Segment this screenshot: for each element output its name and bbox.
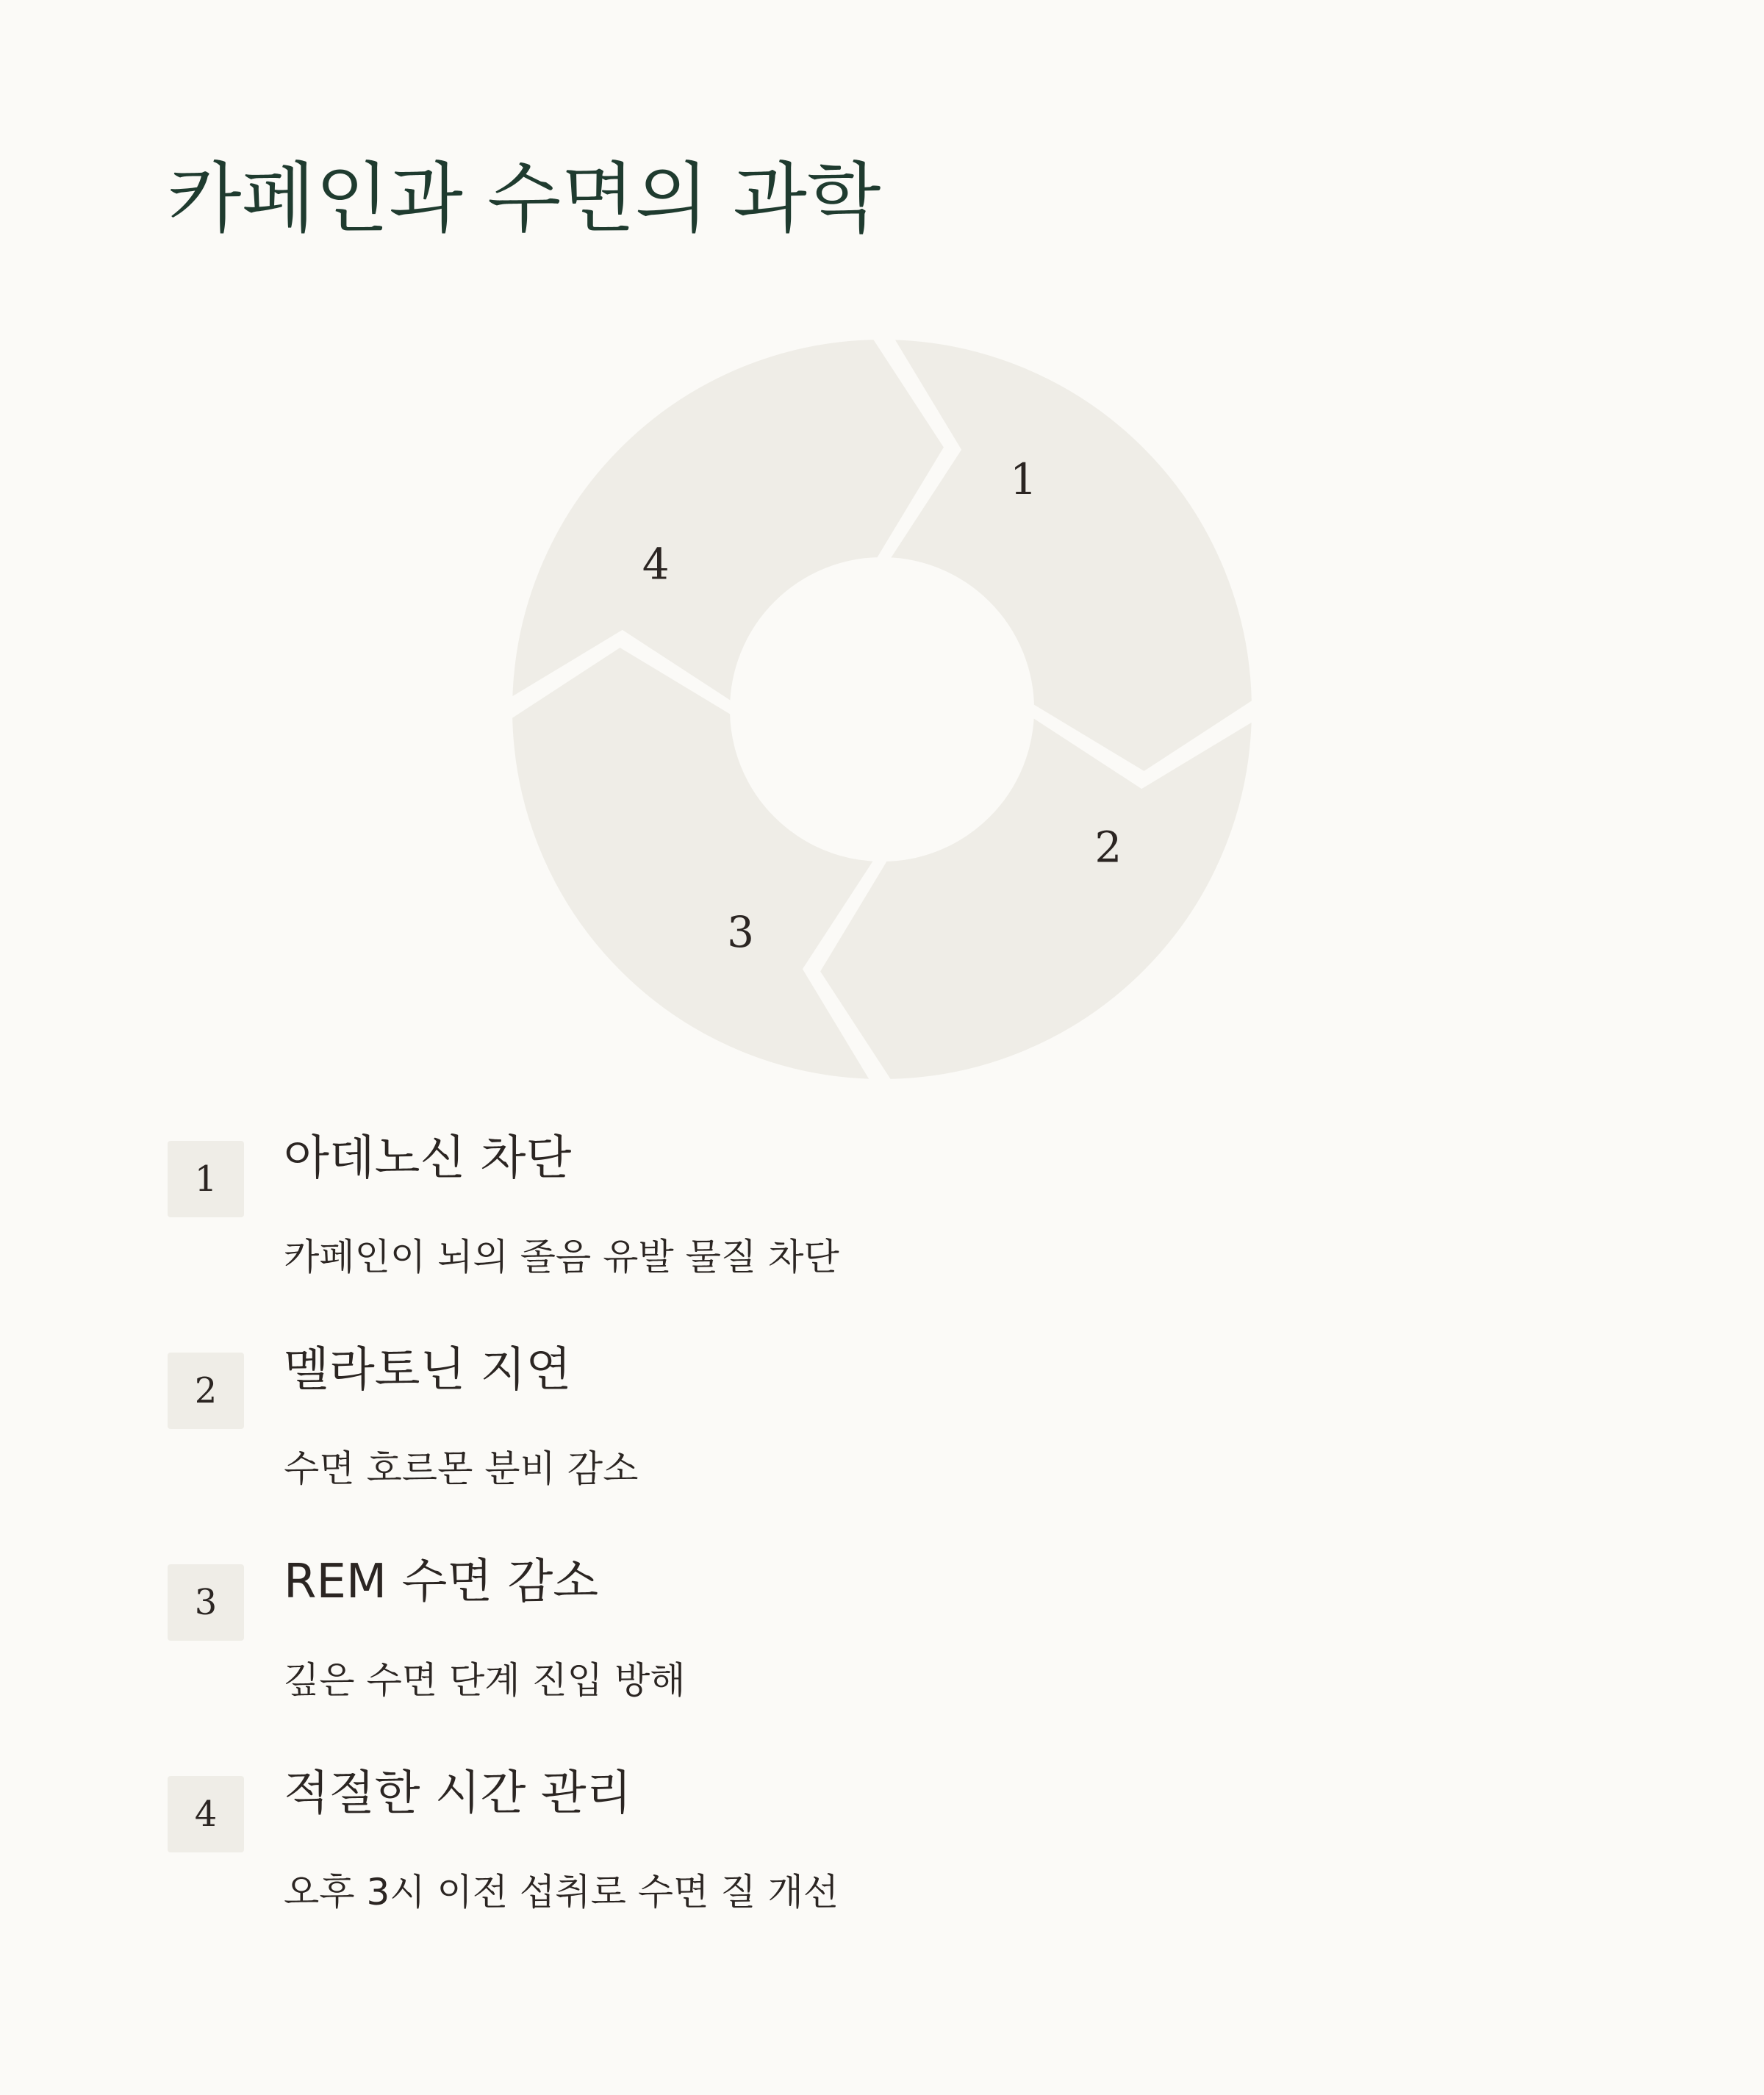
cycle-segment-3 <box>509 643 879 1083</box>
cycle-segment-label-3: 3 <box>727 906 755 957</box>
step-item-4 <box>168 1766 1638 1938</box>
page-title: 카페인과 수면의 과학 <box>168 154 881 243</box>
step-title: 멜라토닌 지연 <box>284 1343 572 1397</box>
step-item-1 <box>168 1131 1638 1303</box>
step-item-2 <box>168 1343 1638 1514</box>
step-number-badge: 1 <box>168 1141 244 1217</box>
step-title: 아데노신 차단 <box>284 1131 572 1186</box>
step-description: 수면 호르몬 분비 감소 <box>284 1447 639 1490</box>
step-description: 카페인이 뇌의 졸음 유발 물질 차단 <box>284 1236 839 1278</box>
cycle-segment-2 <box>816 712 1255 1083</box>
step-item-3 <box>168 1555 1638 1726</box>
step-title: 적절한 시간 관리 <box>284 1766 632 1821</box>
step-description: 깊은 수면 단계 진입 방해 <box>284 1659 686 1702</box>
cycle-segment-label-4: 4 <box>642 539 670 590</box>
cycle-segment-4 <box>509 336 948 706</box>
cycle-segment-label-1: 1 <box>1009 454 1037 505</box>
cycle-segment-label-2: 2 <box>1094 822 1122 873</box>
step-description: 오후 3시 이전 섭취로 수면 질 개선 <box>284 1871 839 1913</box>
step-number-badge: 4 <box>168 1776 244 1852</box>
step-number-badge: 2 <box>168 1353 244 1429</box>
cycle-segment-1 <box>885 336 1255 776</box>
step-title: REM 수면 감소 <box>284 1555 599 1609</box>
cycle-diagram <box>507 334 1257 1084</box>
step-number-badge: 3 <box>168 1564 244 1641</box>
